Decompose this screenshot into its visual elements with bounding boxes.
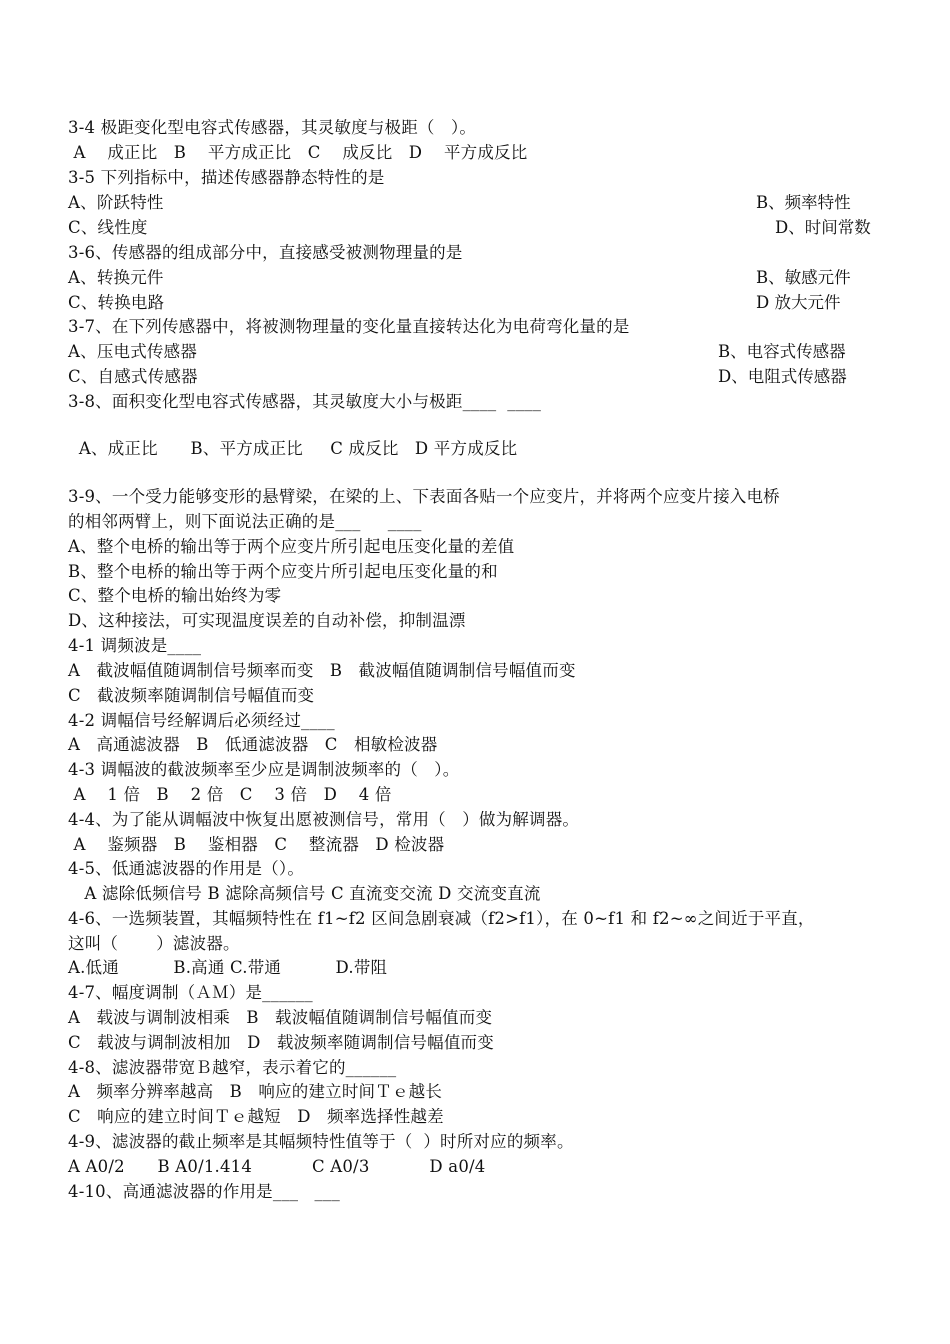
question-4-6-line1: 4-6、一选频装置，其幅频特性在 f1~f2 区间急剧衰减（f2>f1），在 0~f1 和 f2~∞之间近于平直， <box>68 909 815 928</box>
option-3-7-b: B、电容式传感器 <box>718 342 846 361</box>
option-3-5-c: C、线性度 <box>68 218 148 237</box>
question-4-5: 4-5、低通滤波器的作用是（）。 <box>68 859 305 878</box>
option-3-7-a: A、压电式传感器 <box>68 342 198 361</box>
options-4-8-cd: C 响应的建立时间Ｔｅ越短 D 频率选择性越差 <box>68 1107 444 1126</box>
question-3-9-line2: 的相邻两臂上，则下面说法正确的是___ ____ <box>68 512 422 531</box>
question-3-8: 3-8、面积变化型电容式传感器，其灵敏度大小与极距____ ____ <box>68 392 542 411</box>
question-4-6-line2: 这叫（ ）滤波器。 <box>68 934 240 953</box>
option-3-7-c: C、自感式传感器 <box>68 367 198 386</box>
option-3-5-d: D、时间常数 <box>775 218 871 237</box>
option-3-6-b: B、敏感元件 <box>756 268 851 287</box>
question-3-7: 3-7、在下列传感器中，将被测物理量的变化量直接转达化为电荷弯化量的是 <box>68 317 630 336</box>
option-3-5-a: A、阶跃特性 <box>68 193 164 212</box>
question-4-1: 4-1 调频波是____ <box>68 636 202 655</box>
options-4-8-ab: A 频率分辨率越高 B 响应的建立时间Ｔｅ越长 <box>68 1082 443 1101</box>
option-3-6-c: C、转换电路 <box>68 293 165 312</box>
options-4-4: A 鉴频器 B 鉴相器 C 整流器 D 检波器 <box>68 835 445 854</box>
question-4-10: 4-10、高通滤波器的作用是___ ___ <box>68 1182 340 1201</box>
options-4-3: A 1 倍 B 2 倍 C 3 倍 D 4 倍 <box>68 785 392 804</box>
options-4-2: A 高通滤波器 B 低通滤波器 C 相敏检波器 <box>68 735 438 754</box>
question-4-4: 4-4、为了能从调幅波中恢复出愿被测信号，常用（ ）做为解调器。 <box>68 810 580 829</box>
options-4-1-ab: A 截波幅值随调制信号频率而变 B 截波幅值随调制信号幅值而变 <box>68 661 576 680</box>
question-3-5: 3-5 下列指标中，描述传感器静态特性的是 <box>68 168 385 187</box>
question-4-3: 4-3 调幅波的截波频率至少应是调制波频率的（ ）。 <box>68 760 460 779</box>
option-3-9-c: C、整个电桥的输出始终为零 <box>68 586 282 605</box>
option-3-9-b: B、整个电桥的输出等于两个应变片所引起电压变化量的和 <box>68 562 498 581</box>
question-3-9-line1: 3-9、一个受力能够变形的悬臂梁，在梁的上、下表面各贴一个应变片，并将两个应变片接入电桥 <box>68 487 780 506</box>
question-4-2: 4-2 调幅信号经解调后必须经过____ <box>68 711 335 730</box>
options-3-8: A、成正比 B、平方成正比 C 成反比 D 平方成反比 <box>68 439 518 458</box>
option-3-7-d: D、电阻式传感器 <box>718 367 847 386</box>
question-4-7: 4-7、幅度调制（ＡＭ）是______ <box>68 983 313 1002</box>
options-4-9: A A0/2 B A0/1.414 C A0/3 D a0/4 <box>68 1157 486 1176</box>
options-4-7-ab: A 载波与调制波相乘 B 载波幅值随调制信号幅值而变 <box>68 1008 493 1027</box>
options-4-6: A.低通 B.高通 C.带通 D.带阻 <box>68 958 388 977</box>
option-3-9-a: A、整个电桥的输出等于两个应变片所引起电压变化量的差值 <box>68 537 515 556</box>
option-3-9-d: D、这种接法，可实现温度误差的自动补偿，抑制温漂 <box>68 611 466 630</box>
question-3-6: 3-6、传感器的组成部分中，直接感受被测物理量的是 <box>68 243 463 262</box>
option-3-6-a: A、转换元件 <box>68 268 164 287</box>
option-3-6-d: D 放大元件 <box>756 293 841 312</box>
options-4-5: A 滤除低频信号 B 滤除高频信号 C 直流变交流 D 交流变直流 <box>68 884 541 903</box>
question-4-8: 4-8、滤波器带宽Ｂ越窄，表示着它的______ <box>68 1058 397 1077</box>
question-4-9: 4-9、滤波器的截止频率是其幅频特性值等于（ ）时所对应的频率。 <box>68 1132 574 1151</box>
options-3-4: A 成正比 B 平方成正比 C 成反比 D 平方成反比 <box>68 143 528 162</box>
options-4-7-cd: C 载波与调制波相加 D 载波频率随调制信号幅值而变 <box>68 1033 494 1052</box>
option-3-5-b: B、频率特性 <box>756 193 851 212</box>
question-3-4: 3-4 极距变化型电容式传感器，其灵敏度与极距（ ）。 <box>68 118 477 137</box>
options-4-1-c: C 截波频率随调制信号幅值而变 <box>68 686 315 705</box>
